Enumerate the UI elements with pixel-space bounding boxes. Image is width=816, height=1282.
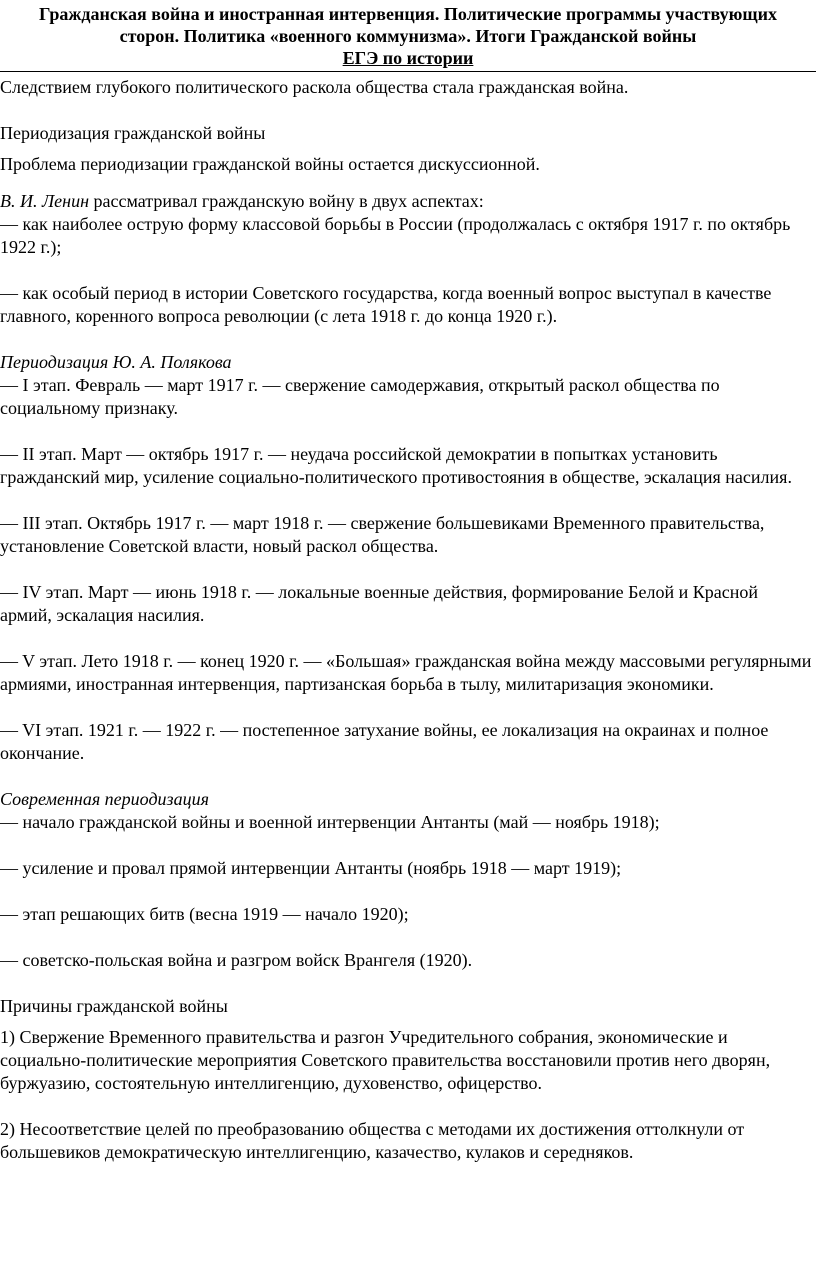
title-divider bbox=[0, 71, 816, 72]
document-body bbox=[0, 76, 812, 1164]
document-subtitle: ЕГЭ по истории bbox=[342, 48, 474, 68]
title-line-2: сторон. Политика «военного коммунизма». Итоги Гражданской войны bbox=[119, 26, 697, 46]
polyakov-stage-2: — II этап. Март — октябрь 1917 г. — неудача российской демократии в попытках установить гражданский мир, усиление социально-политического противостояния в обществе, эскалация насилия. bbox=[0, 444, 792, 487]
document-title bbox=[0, 3, 816, 69]
periodization-heading: Периодизация гражданской войны bbox=[0, 123, 266, 143]
causes-heading: Причины гражданской войны bbox=[0, 996, 228, 1016]
problem-paragraph: Проблема периодизации гражданской войны остается дискуссионной. bbox=[0, 154, 540, 174]
lenin-aspect-1: — как наиболее острую форму классовой борьбы в России (продолжалась с октября 1917 г. по октябрь 1922 г.); bbox=[0, 214, 791, 257]
lenin-paragraph bbox=[0, 190, 812, 213]
lenin-aspect-2: — как особый период в истории Советского государства, когда военный вопрос выступал в качестве главного, коренного вопроса революции (с лета 1918 г. до конца 1920 г.). bbox=[0, 283, 772, 326]
polyakov-stage-1: — I этап. Февраль — март 1917 г. — свержение самодержавия, открытый раскол общества по социальному признаку. bbox=[0, 375, 720, 418]
polyakov-stage-6: — VI этап. 1921 г. — 1922 г. — постепенное затухание войны, ее локализация на окраинах и полное окончание. bbox=[0, 720, 769, 763]
cause-1: 1) Свержение Временного правительства и разгон Учредительного собрания, экономические и социально-политические мероприятия Советского правительства восстановили против него дворян, буржуазию, состоятельную интеллигенцию, духовенство, офицерство. bbox=[0, 1027, 771, 1093]
cause-2: 2) Несоответствие целей по преобразованию общества с методами их достижения оттолкнули от большевиков демократическую интеллигенцию, казачество, кулаков и середняков. bbox=[0, 1119, 745, 1162]
modern-stage-2: — усиление и провал прямой интервенции Антанты (ноябрь 1918 — март 1919); bbox=[0, 858, 622, 878]
polyakov-heading: Периодизация Ю. А. Полякова bbox=[0, 352, 232, 372]
modern-stage-4: — советско-польская война и разгром войск Врангеля (1920). bbox=[0, 950, 473, 970]
modern-stage-1: — начало гражданской войны и военной интервенции Антанты (май — ноябрь 1918); bbox=[0, 812, 660, 832]
lenin-name: В. И. Ленин bbox=[0, 191, 90, 211]
intro-paragraph: Следствием глубокого политического раскола общества стала гражданская война. bbox=[0, 77, 629, 97]
polyakov-stage-5: — V этап. Лето 1918 г. — конец 1920 г. — «Большая» гражданская война между массовыми регулярными армиями, иностранная интервенция, партизанская борьба в тылу, милитаризация экономики. bbox=[0, 651, 812, 694]
modern-stage-3: — этап решающих битв (весна 1919 — начало 1920); bbox=[0, 904, 409, 924]
modern-heading: Современная периодизация bbox=[0, 789, 209, 809]
lenin-text: рассматривал гражданскую войну в двух аспектах: bbox=[89, 191, 484, 211]
polyakov-stage-4: — IV этап. Март — июнь 1918 г. — локальные военные действия, формирование Белой и Красной армий, эскалация насилия. bbox=[0, 582, 758, 625]
polyakov-stage-3: — III этап. Октябрь 1917 г. — март 1918 г. — свержение большевиками Временного правительства, установление Советской власти, новый раскол общества. bbox=[0, 513, 765, 556]
title-line-1: Гражданская война и иностранная интервенция. Политические программы участвующих bbox=[39, 4, 777, 24]
